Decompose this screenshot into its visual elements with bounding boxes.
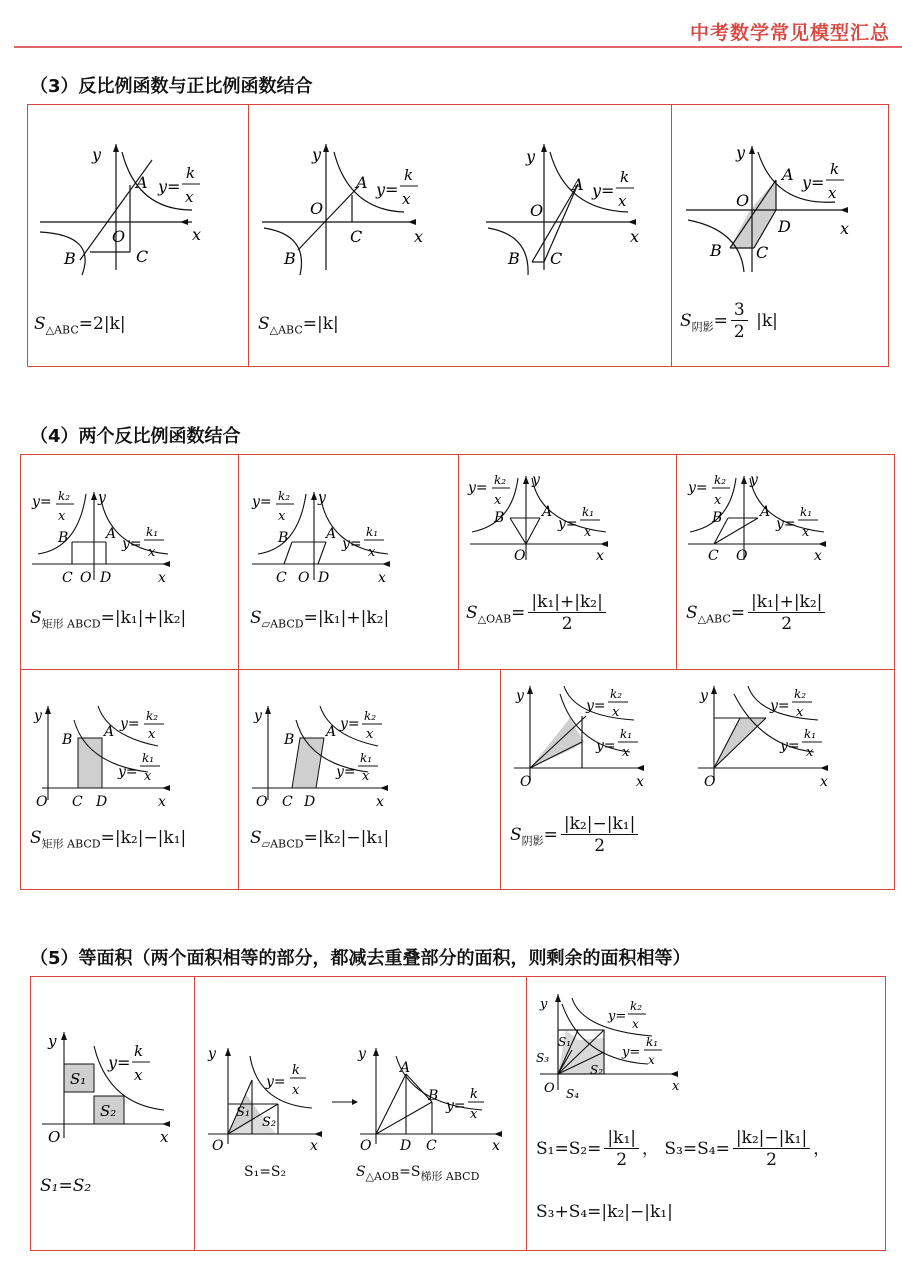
- svg-text:B: B: [58, 530, 69, 546]
- svg-text:y: y: [208, 1046, 216, 1062]
- formula-4-6: $S_{▱ABCD}=|k_2|-|k_1|$: [250, 828, 390, 851]
- formula-5-3: $S_{\triangle AOB}=S_{梯形 ABCD}$: [356, 1164, 480, 1183]
- svg-text:x: x: [160, 1128, 169, 1146]
- svg-text:x: x: [612, 705, 620, 720]
- svg-text:O: O: [520, 774, 532, 790]
- svg-text:O: O: [48, 1128, 61, 1146]
- svg-text:O: O: [212, 1138, 224, 1154]
- svg-text:x: x: [814, 548, 822, 564]
- svg-text:x: x: [144, 769, 152, 784]
- divider: [676, 454, 677, 669]
- svg-text:y: y: [318, 490, 326, 506]
- formula-5-1: S₁=S₂: [40, 1176, 92, 1196]
- svg-text:O: O: [360, 1138, 372, 1154]
- svg-text:B: B: [278, 530, 289, 546]
- section-5-heading: （5）等面积（两个面积相等的部分，都减去重叠部分的面积，则剩余的面积相等）: [30, 948, 691, 969]
- svg-text:O: O: [514, 548, 526, 564]
- svg-text:x: x: [630, 227, 640, 246]
- figure-5-2: [200, 1044, 520, 1154]
- figure-4-2: [248, 488, 448, 588]
- svg-text:A: A: [326, 724, 337, 740]
- svg-text:x: x: [402, 190, 411, 208]
- svg-text:S₂: S₂: [100, 1102, 117, 1120]
- formula-5-2: S₁=S₂: [244, 1164, 287, 1180]
- svg-text:A: A: [782, 165, 794, 184]
- svg-text:O: O: [80, 570, 92, 586]
- figure-4-6: [248, 700, 448, 812]
- svg-text:x: x: [58, 509, 66, 524]
- svg-text:x: x: [618, 192, 627, 210]
- svg-text:x: x: [134, 1066, 143, 1084]
- svg-text:k: k: [186, 164, 196, 182]
- svg-text:A: A: [356, 173, 368, 192]
- svg-text:k₂: k₂: [364, 709, 377, 723]
- svg-text:k₂: k₂: [630, 999, 643, 1013]
- svg-text:x: x: [622, 745, 630, 760]
- svg-text:S₄: S₄: [566, 1087, 580, 1101]
- formula-4-7: $S_{阴影}=$ $\frac{\text{|k₂|−|k₁|}}{2}$: [510, 814, 641, 857]
- figure-4-8: [694, 680, 844, 792]
- formula-4-4: $S_{\triangle ABC}=$ $\frac{\text{|k₁|+|k₂|}}{2}$: [686, 592, 828, 635]
- svg-text:k₁: k₁: [360, 751, 373, 765]
- formula-3-4: $S_{阴影}=$ $\frac{3}{2}$ |k|: [680, 300, 778, 342]
- svg-text:k₁: k₁: [804, 727, 817, 741]
- svg-text:y=: y=: [158, 177, 181, 196]
- figure-4-4: [684, 470, 884, 570]
- svg-text:A: A: [326, 526, 337, 542]
- svg-text:D: D: [304, 794, 316, 810]
- svg-text:y: y: [540, 997, 548, 1012]
- header-rule: [14, 46, 902, 48]
- svg-text:B: B: [284, 732, 295, 748]
- svg-text:k₂: k₂: [494, 473, 507, 487]
- svg-text:y=: y=: [266, 1074, 286, 1090]
- svg-text:D: D: [100, 570, 112, 586]
- svg-text:C: C: [550, 249, 563, 268]
- svg-text:C: C: [72, 794, 83, 810]
- figure-4-1: [28, 488, 228, 588]
- svg-text:y: y: [532, 472, 540, 488]
- svg-text:k₂: k₂: [278, 489, 291, 503]
- svg-text:x: x: [158, 570, 166, 586]
- svg-text:y=: y=: [688, 480, 708, 496]
- svg-text:C: C: [282, 794, 293, 810]
- svg-text:x: x: [828, 184, 837, 202]
- svg-text:y: y: [736, 143, 746, 162]
- svg-text:A: A: [106, 526, 117, 542]
- svg-text:A: A: [104, 724, 115, 740]
- formula-4-2: $S_{▱ABCD}=|k_1|+|k_2|$: [250, 608, 390, 631]
- svg-text:O: O: [544, 1081, 555, 1096]
- svg-text:y=: y=: [780, 738, 800, 754]
- svg-text:x: x: [584, 525, 592, 540]
- svg-text:D: D: [778, 217, 791, 236]
- figure-4-5: [28, 700, 228, 812]
- svg-text:x: x: [802, 525, 810, 540]
- svg-text:x: x: [632, 1017, 639, 1031]
- svg-text:x: x: [714, 493, 722, 508]
- svg-text:k: k: [134, 1042, 144, 1060]
- svg-text:x: x: [368, 545, 376, 560]
- svg-text:x: x: [636, 774, 644, 790]
- svg-text:x: x: [148, 545, 156, 560]
- figure-5-4: [532, 990, 692, 1100]
- divider: [238, 454, 239, 890]
- svg-text:D: D: [400, 1138, 412, 1154]
- svg-text:S₂: S₂: [262, 1115, 277, 1130]
- svg-text:C: C: [350, 227, 363, 246]
- svg-text:A: A: [400, 1060, 411, 1076]
- svg-text:x: x: [492, 1138, 500, 1154]
- svg-text:B: B: [64, 249, 76, 268]
- svg-text:k: k: [470, 1087, 478, 1102]
- divider: [458, 454, 459, 669]
- svg-text:x: x: [648, 1053, 655, 1067]
- svg-text:O: O: [298, 570, 310, 586]
- svg-text:x: x: [362, 769, 370, 784]
- svg-text:k₁: k₁: [646, 1035, 659, 1049]
- svg-text:y=: y=: [622, 1045, 641, 1060]
- svg-text:x: x: [414, 227, 424, 246]
- svg-text:B: B: [494, 510, 505, 526]
- svg-text:A: A: [136, 173, 148, 192]
- divider: [500, 669, 501, 890]
- svg-text:O: O: [256, 794, 268, 810]
- svg-text:y: y: [358, 1046, 366, 1062]
- divider: [194, 976, 195, 1251]
- svg-text:y=: y=: [340, 716, 360, 732]
- svg-text:A: A: [572, 175, 584, 194]
- page-header-title: 中考数学常见模型汇总: [689, 22, 890, 44]
- svg-text:B: B: [62, 732, 73, 748]
- svg-text:A: A: [542, 504, 553, 520]
- svg-text:S₂: S₂: [590, 1063, 604, 1077]
- svg-text:y=: y=: [558, 516, 578, 532]
- svg-text:k₂: k₂: [794, 687, 807, 701]
- svg-text:S₃: S₃: [536, 1051, 550, 1065]
- svg-text:x: x: [840, 219, 850, 238]
- formula-5-4: S₁=S₂= $\frac{\text{|k₁|}}{2}$ ， S₃=S₄= $\frac{\text{|k₂|−|k₁|}}{2}$ ，: [536, 1128, 831, 1170]
- svg-text:y: y: [700, 688, 708, 704]
- svg-text:x: x: [192, 225, 202, 244]
- svg-text:x: x: [806, 745, 814, 760]
- svg-text:k: k: [404, 166, 414, 184]
- svg-text:y: y: [48, 1032, 57, 1050]
- svg-text:x: x: [278, 509, 286, 524]
- svg-text:O: O: [736, 191, 750, 210]
- svg-text:S₁: S₁: [70, 1070, 87, 1088]
- figure-4-7: [510, 680, 660, 792]
- svg-text:C: C: [276, 570, 287, 586]
- svg-text:x: x: [596, 548, 604, 564]
- svg-text:y: y: [92, 145, 102, 164]
- svg-text:x: x: [292, 1083, 300, 1098]
- svg-text:k₁: k₁: [366, 525, 379, 539]
- svg-text:y: y: [254, 708, 262, 724]
- svg-text:y=: y=: [118, 764, 138, 780]
- svg-text:B: B: [712, 510, 723, 526]
- svg-text:C: C: [756, 243, 769, 262]
- svg-text:S₁: S₁: [558, 1035, 572, 1049]
- divider: [526, 976, 527, 1251]
- svg-text:B: B: [508, 249, 520, 268]
- section-3-heading: （3）反比例函数与正比例函数结合: [30, 76, 313, 97]
- svg-text:x: x: [470, 1107, 478, 1122]
- svg-text:O: O: [36, 794, 48, 810]
- formula-4-1: $S_{矩形 ABCD}=|k_1|+|k_2|$: [30, 608, 187, 631]
- svg-text:x: x: [158, 794, 166, 810]
- svg-text:y: y: [312, 145, 322, 164]
- svg-text:y=: y=: [468, 480, 488, 496]
- svg-text:k₂: k₂: [714, 473, 727, 487]
- svg-text:y: y: [34, 708, 42, 724]
- formula-3-1: $S_{\triangle ABC}=2|k|$: [34, 314, 126, 337]
- svg-text:O: O: [530, 201, 544, 220]
- formula-3-2: $S_{\triangle ABC}=|k|$: [258, 314, 339, 337]
- figure-3-2: [254, 140, 464, 280]
- svg-text:k₁: k₁: [146, 525, 159, 539]
- svg-text:k₁: k₁: [142, 751, 155, 765]
- svg-text:k₂: k₂: [610, 687, 623, 701]
- svg-text:k₁: k₁: [620, 727, 633, 741]
- svg-text:y=: y=: [592, 181, 615, 200]
- svg-text:S₁: S₁: [236, 1105, 251, 1120]
- svg-text:O: O: [112, 227, 126, 246]
- svg-text:y=: y=: [32, 494, 52, 510]
- svg-text:x: x: [376, 794, 384, 810]
- svg-text:x: x: [185, 188, 194, 206]
- svg-text:y: y: [750, 472, 758, 488]
- svg-text:k₂: k₂: [146, 709, 159, 723]
- svg-text:y=: y=: [770, 698, 790, 714]
- svg-text:O: O: [704, 774, 716, 790]
- svg-text:x: x: [796, 705, 804, 720]
- svg-text:x: x: [820, 774, 828, 790]
- svg-text:C: C: [136, 247, 149, 266]
- svg-text:y=: y=: [596, 738, 616, 754]
- section-4-heading: （4）两个反比例函数结合: [30, 426, 241, 447]
- svg-text:O: O: [310, 199, 324, 218]
- svg-text:k₁: k₁: [800, 505, 813, 519]
- svg-text:B: B: [428, 1088, 439, 1104]
- svg-text:y=: y=: [586, 698, 606, 714]
- svg-text:C: C: [62, 570, 73, 586]
- svg-text:k₁: k₁: [582, 505, 595, 519]
- svg-text:y=: y=: [122, 536, 142, 552]
- figure-3-1: [32, 140, 242, 280]
- svg-text:x: x: [310, 1138, 318, 1154]
- figure-5-1: [38, 1026, 188, 1146]
- svg-text:A: A: [760, 504, 771, 520]
- svg-text:y: y: [98, 490, 106, 506]
- svg-text:k: k: [830, 160, 840, 178]
- svg-text:k: k: [620, 168, 630, 186]
- svg-text:D: D: [318, 570, 330, 586]
- svg-text:B: B: [710, 241, 722, 260]
- svg-text:y=: y=: [802, 173, 825, 192]
- svg-text:C: C: [426, 1138, 437, 1154]
- svg-text:y: y: [516, 688, 524, 704]
- divider: [20, 669, 895, 670]
- svg-text:y=: y=: [120, 716, 140, 732]
- svg-text:C: C: [708, 548, 719, 564]
- formula-4-5: $S_{矩形 ABCD}=|k_2|-|k_1|$: [30, 828, 187, 851]
- svg-text:y=: y=: [108, 1053, 131, 1072]
- divider: [671, 104, 672, 367]
- formula-5-5: S₃+S₄=|k₂|−|k₁|: [536, 1202, 673, 1222]
- svg-text:y: y: [526, 147, 536, 166]
- formula-4-3: $S_{\triangle OAB}=$ $\frac{\text{|k₁|+|k₂|}}{2}$: [466, 592, 609, 635]
- svg-text:x: x: [672, 1079, 680, 1094]
- svg-text:x: x: [494, 493, 502, 508]
- svg-text:D: D: [96, 794, 108, 810]
- figure-4-3: [466, 470, 666, 570]
- svg-text:y=: y=: [446, 1098, 466, 1114]
- svg-text:y=: y=: [342, 536, 362, 552]
- figure-3-4: [680, 140, 880, 280]
- svg-text:y=: y=: [336, 764, 356, 780]
- svg-text:x: x: [148, 727, 156, 742]
- svg-text:x: x: [366, 727, 374, 742]
- divider: [248, 104, 249, 367]
- svg-text:k: k: [292, 1063, 300, 1078]
- svg-text:O: O: [736, 548, 748, 564]
- svg-text:k₂: k₂: [58, 489, 71, 503]
- svg-text:y=: y=: [376, 180, 399, 199]
- svg-text:x: x: [378, 570, 386, 586]
- svg-text:y=: y=: [252, 494, 272, 510]
- svg-text:B: B: [284, 249, 296, 268]
- svg-text:y=: y=: [776, 516, 796, 532]
- figure-3-3: [478, 140, 668, 280]
- svg-text:y=: y=: [608, 1009, 627, 1024]
